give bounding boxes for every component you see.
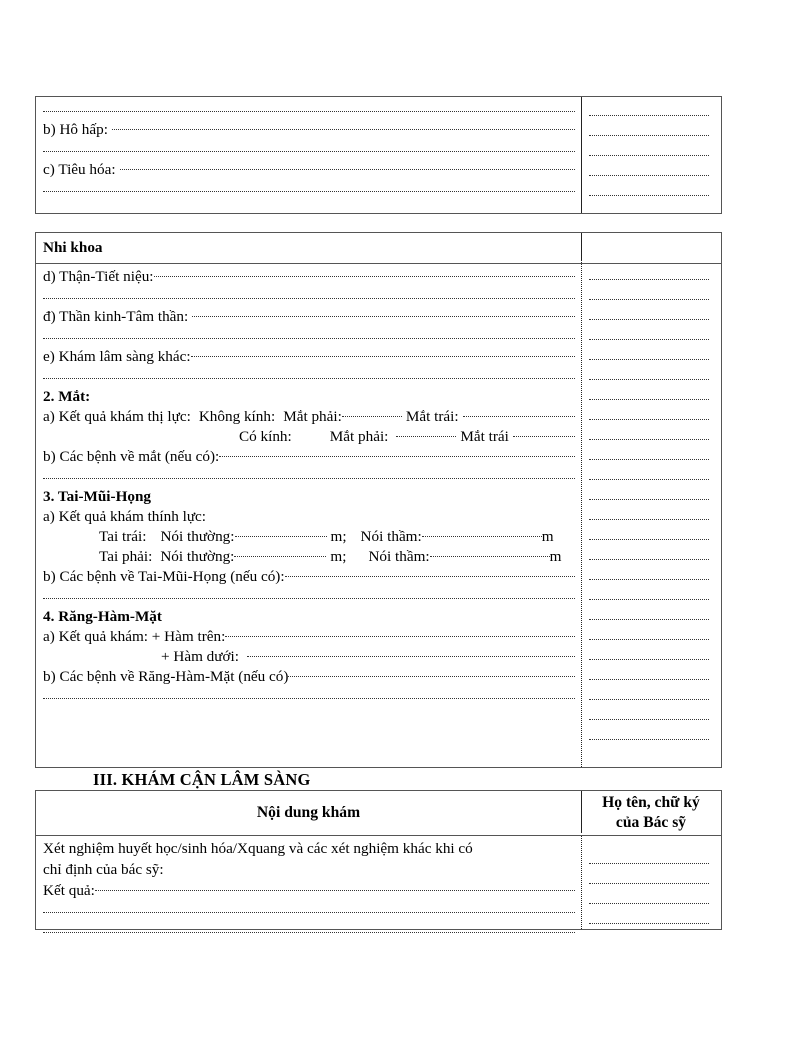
signature-line[interactable] bbox=[589, 487, 713, 507]
field-input-noi-thuong-tai-phai[interactable] bbox=[234, 556, 326, 557]
signature-line[interactable] bbox=[589, 587, 713, 607]
column-header-ho-ten-chu-ky-line2: của Bác sỹ bbox=[615, 814, 687, 831]
signature-line[interactable] bbox=[589, 467, 713, 487]
field-label-ham-duoi: + Hàm dưới: bbox=[161, 648, 239, 665]
field-row-kham-lam-sang-khac bbox=[43, 347, 575, 367]
ruled-line bbox=[43, 921, 575, 941]
ruled-line bbox=[43, 367, 575, 387]
table-top-content-cell bbox=[36, 97, 581, 213]
field-label-benh-ve-tai-mui-hong: b) Các bệnh về Tai-Mũi-Họng (nếu có): bbox=[43, 568, 285, 585]
field-input-kham-lam-sang-khac[interactable] bbox=[191, 356, 575, 357]
subsection-title-mat bbox=[43, 387, 575, 407]
table-section-header-cell bbox=[36, 233, 581, 263]
unit-label-m-tai-phai-noi-thuong: m; bbox=[330, 548, 347, 565]
table-main-content-cell bbox=[36, 263, 581, 769]
field-input-mat-phai-co-kinh[interactable] bbox=[396, 436, 456, 437]
signature-line[interactable] bbox=[589, 183, 713, 203]
unit-label-m-tai-trai-noi-thuong: m; bbox=[330, 528, 347, 545]
field-label-ket-qua-kham-thi-luc: a) Kết quả khám thị lực: bbox=[43, 408, 191, 425]
column-header-noi-dung-kham: Nội dung khám bbox=[256, 804, 361, 821]
subsection-title-tai-mui-hong-label: 3. Tai-Mũi-Họng bbox=[43, 488, 152, 505]
field-row-than-tiet-nieu bbox=[43, 267, 575, 287]
signature-line[interactable] bbox=[589, 327, 713, 347]
field-input-noi-thuong-tai-trai[interactable] bbox=[235, 536, 327, 537]
field-row-tai-trai bbox=[43, 527, 575, 547]
signature-line[interactable] bbox=[589, 347, 713, 367]
table-header-column-divider bbox=[581, 233, 582, 261]
signature-line[interactable] bbox=[589, 143, 713, 163]
signature-line[interactable] bbox=[589, 851, 713, 871]
field-label-noi-thuong-tai-trai: Nói thường: bbox=[160, 528, 235, 545]
ruled-line bbox=[43, 287, 575, 307]
field-row-tai-phai bbox=[43, 547, 575, 567]
signature-line[interactable] bbox=[589, 507, 713, 527]
field-label-than-tiet-nieu: d) Thận-Tiết niệu: bbox=[43, 268, 154, 285]
field-label-kham-lam-sang-khac: e) Khám lâm sàng khác: bbox=[43, 348, 191, 365]
field-input-than-kinh-tam-than[interactable] bbox=[192, 316, 575, 317]
field-label-than-kinh-tam-than: đ) Thần kinh-Tâm thần: bbox=[43, 308, 189, 325]
subsection-title-rang-ham-mat bbox=[43, 607, 575, 627]
signature-line[interactable] bbox=[589, 567, 713, 587]
field-input-mat-trai-co-kinh[interactable] bbox=[513, 436, 575, 437]
field-input-ho-hap[interactable] bbox=[112, 129, 575, 130]
unit-label-m-tai-phai-noi-tham: m bbox=[549, 548, 562, 565]
field-label-noi-tham-tai-trai: Nói thầm: bbox=[360, 528, 422, 545]
field-input-ham-duoi[interactable] bbox=[247, 656, 575, 657]
field-label-tai-trai: Tai trái: bbox=[99, 528, 147, 545]
column-header-ho-ten-chu-ky-line1: Họ tên, chữ ký bbox=[602, 794, 700, 811]
signature-line[interactable] bbox=[589, 547, 713, 567]
field-label-benh-ve-rang-ham-mat: b) Các bệnh về Răng-Hàm-Mặt (nếu có) bbox=[43, 668, 289, 685]
body-text-line-2: chỉ định của bác sỹ: bbox=[43, 861, 164, 878]
signature-line[interactable] bbox=[589, 607, 713, 627]
signature-line[interactable] bbox=[589, 447, 713, 467]
field-input-than-tiet-nieu[interactable] bbox=[154, 276, 575, 277]
field-label-benh-ve-mat: b) Các bệnh về mắt (nếu có): bbox=[43, 448, 220, 465]
signature-line[interactable] bbox=[589, 727, 713, 747]
field-row-thi-luc-co-kinh bbox=[43, 427, 575, 447]
subsection-title-mat-label: 2. Mắt: bbox=[43, 388, 91, 405]
signature-line[interactable] bbox=[589, 307, 713, 327]
table-bottom-content-cell bbox=[36, 835, 581, 931]
signature-line[interactable] bbox=[589, 707, 713, 727]
ruled-line bbox=[43, 100, 575, 120]
field-input-ket-qua[interactable] bbox=[95, 890, 575, 891]
field-label-mat-trai-co-kinh: Mắt trái bbox=[460, 428, 509, 445]
field-row-ham-duoi bbox=[43, 647, 575, 667]
section-heading-kham-can-lam-sang bbox=[93, 770, 311, 790]
ruled-line bbox=[43, 327, 575, 347]
field-label-ket-qua-kham-thinh-luc: a) Kết quả khám thính lực: bbox=[43, 508, 207, 525]
table-header-signature-cell bbox=[581, 791, 721, 835]
table-main-signature-cell bbox=[581, 263, 721, 767]
signature-line[interactable] bbox=[589, 911, 713, 931]
field-row-thi-luc-khong-kinh bbox=[43, 407, 575, 427]
field-label-mat-phai-khong-kinh: Mắt phải: bbox=[283, 408, 342, 425]
subsection-title-tai-mui-hong bbox=[43, 487, 575, 507]
field-label-khong-kinh: Không kính: bbox=[198, 408, 276, 425]
field-row-benh-ve-mat bbox=[43, 447, 575, 467]
table-respiratory-digestive bbox=[35, 96, 722, 214]
section-header-nhi-khoa bbox=[43, 238, 575, 258]
table-pediatrics-exam bbox=[35, 232, 722, 768]
field-input-noi-tham-tai-phai[interactable] bbox=[430, 556, 550, 557]
section-heading-label: III. KHÁM CẬN LÂM SÀNG bbox=[93, 770, 311, 789]
ruled-line bbox=[43, 180, 575, 200]
field-input-benh-ve-mat[interactable] bbox=[219, 456, 575, 457]
field-label-ket-qua-kham-ham-tren: a) Kết quả khám: + Hàm trên: bbox=[43, 628, 226, 645]
field-input-noi-tham-tai-trai[interactable] bbox=[422, 536, 542, 537]
field-label-ho-hap: b) Hô hấp: bbox=[43, 121, 108, 138]
field-input-benh-ve-rang-ham-mat[interactable] bbox=[288, 676, 575, 677]
ruled-line bbox=[43, 140, 575, 160]
signature-line[interactable] bbox=[589, 687, 713, 707]
table-top-signature-cell bbox=[581, 97, 721, 213]
field-row-ham-tren bbox=[43, 627, 575, 647]
field-label-tieu-hoa: c) Tiêu hóa: bbox=[43, 161, 116, 178]
field-input-mat-phai-khong-kinh[interactable] bbox=[342, 416, 402, 417]
ruled-line bbox=[43, 901, 575, 921]
signature-line[interactable] bbox=[589, 123, 713, 143]
field-row-tieu-hoa bbox=[43, 160, 575, 180]
field-label-noi-tham-tai-phai: Nói thầm: bbox=[368, 548, 430, 565]
signature-line[interactable] bbox=[589, 367, 713, 387]
subsection-title-rang-ham-mat-label: 4. Răng-Hàm-Mặt bbox=[43, 608, 162, 625]
table-bottom-signature-cell bbox=[581, 835, 721, 929]
signature-line[interactable] bbox=[589, 647, 713, 667]
field-label-noi-thuong-tai-phai: Nói thường: bbox=[160, 548, 235, 565]
signature-line[interactable] bbox=[589, 267, 713, 287]
field-input-mat-trai-khong-kinh[interactable] bbox=[463, 416, 575, 417]
field-input-ham-tren[interactable] bbox=[225, 636, 575, 637]
ruled-line bbox=[43, 467, 575, 487]
unit-label-m-tai-trai-noi-tham: m bbox=[541, 528, 554, 545]
signature-line[interactable] bbox=[589, 103, 713, 123]
field-row-benh-ve-rang-ham-mat bbox=[43, 667, 575, 687]
field-row-ket-qua-kham-thinh-luc bbox=[43, 507, 575, 527]
field-label-mat-trai-khong-kinh: Mắt trái: bbox=[405, 408, 459, 425]
signature-line[interactable] bbox=[589, 891, 713, 911]
signature-line[interactable] bbox=[589, 427, 713, 447]
field-row-ket-qua bbox=[43, 880, 575, 901]
table-paraclinical-exam bbox=[35, 790, 722, 930]
section-header-label: Nhi khoa bbox=[43, 239, 103, 256]
field-input-tieu-hoa[interactable] bbox=[120, 169, 575, 170]
field-label-tai-phai: Tai phải: bbox=[99, 548, 153, 565]
field-row-than-kinh-tam-than bbox=[43, 307, 575, 327]
field-label-co-kinh: Có kính: bbox=[239, 428, 292, 445]
signature-line[interactable] bbox=[589, 527, 713, 547]
signature-line[interactable] bbox=[589, 667, 713, 687]
signature-line[interactable] bbox=[589, 163, 713, 183]
body-text-line-1: Xét nghiệm huyết học/sinh hóa/Xquang và các xét nghiệm khác khi có bbox=[43, 840, 473, 857]
signature-line[interactable] bbox=[589, 287, 713, 307]
signature-line[interactable] bbox=[589, 871, 713, 891]
field-row-benh-ve-tai-mui-hong bbox=[43, 567, 575, 587]
field-input-benh-ve-tai-mui-hong[interactable] bbox=[285, 576, 575, 577]
table-header-content-cell bbox=[36, 791, 581, 835]
ruled-line bbox=[43, 687, 575, 707]
field-label-mat-phai-co-kinh: Mắt phải: bbox=[329, 428, 389, 445]
field-label-ket-qua: Kết quả: bbox=[43, 882, 95, 899]
ruled-line bbox=[43, 587, 575, 607]
signature-line[interactable] bbox=[589, 387, 713, 407]
field-row-ho-hap bbox=[43, 120, 575, 140]
signature-line[interactable] bbox=[589, 627, 713, 647]
signature-line[interactable] bbox=[589, 407, 713, 427]
